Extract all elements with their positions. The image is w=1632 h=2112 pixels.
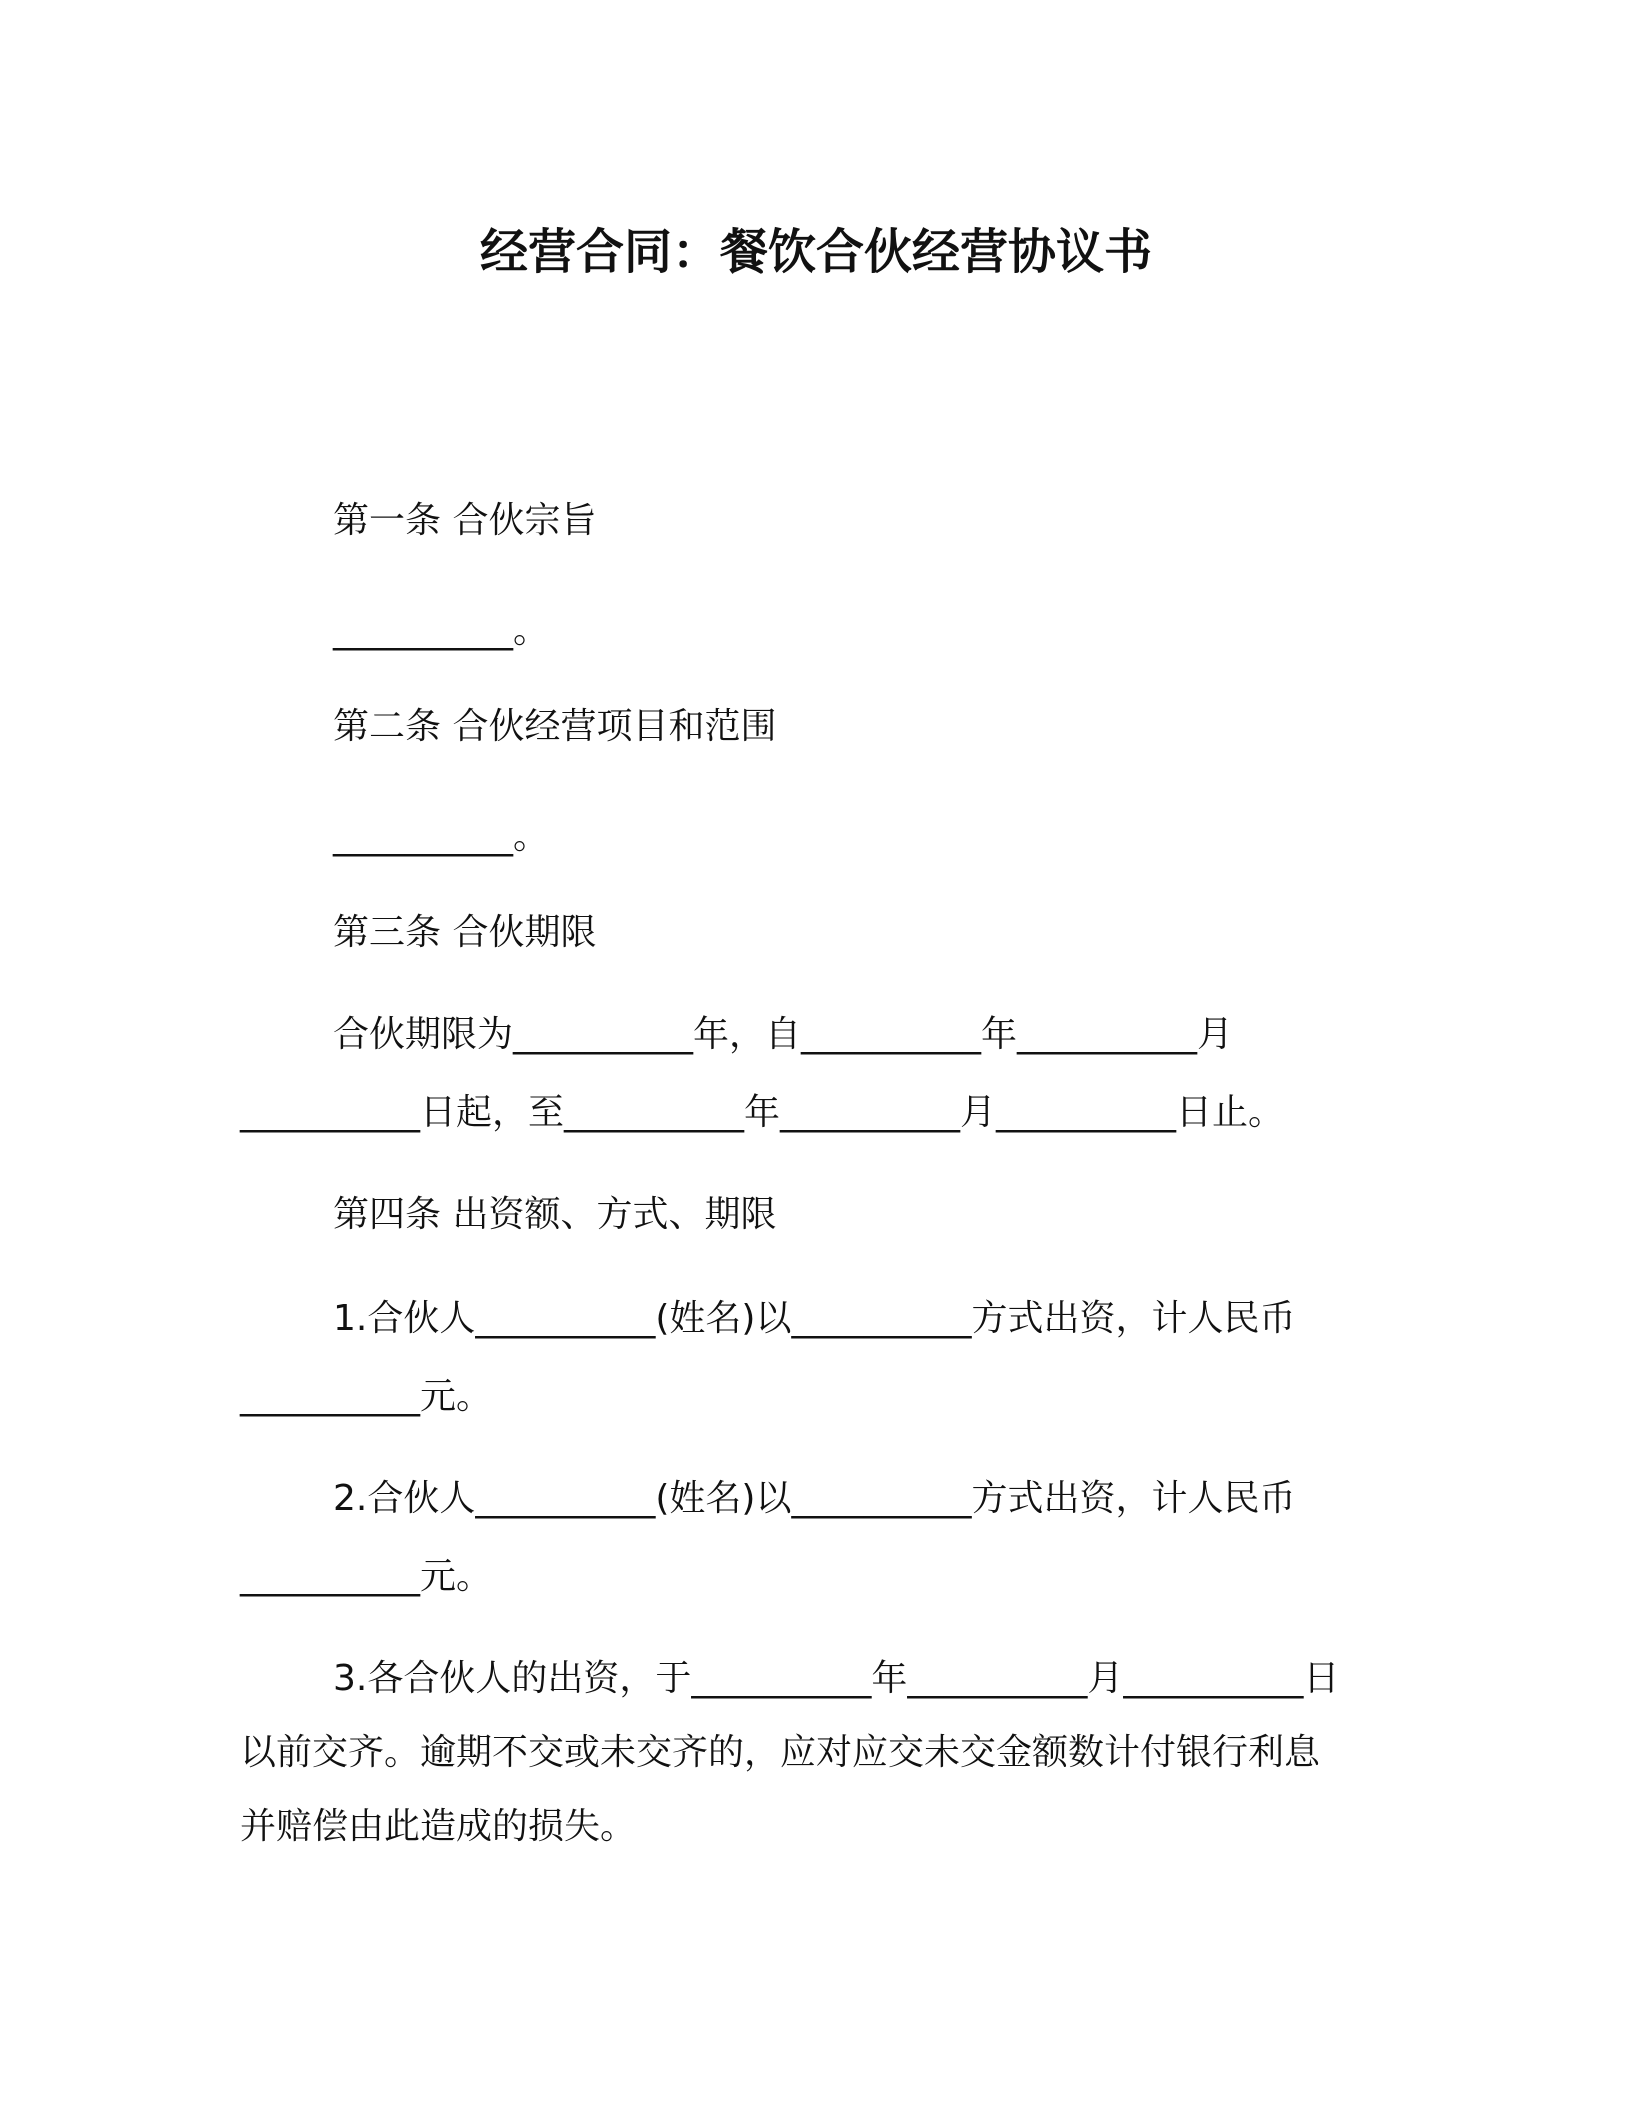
article-4-item-3-line-2: 以前交齐。逾期不交或未交齐的，应对应交未交金额数计付银行利息 [240,1732,1321,1773]
article-4-item-2-line-2: __________元。 [240,1556,493,1597]
article-2-body: __________。 [333,816,550,857]
article-4-item-2-line-1: 2.合伙人__________(姓名)以__________方式出资，计人民币 [333,1478,1296,1519]
article-4-item-1-line-2: __________元。 [240,1376,493,1417]
document-title: 经营合同：餐饮合伙经营协议书 [479,224,1152,280]
article-1-body: __________。 [333,610,550,651]
article-4-item-3-line-3: 并赔偿由此造成的损失。 [240,1806,637,1847]
article-3-body-line-2: __________日起，至__________年__________月__________日止。 [240,1092,1285,1133]
article-3-heading: 第三条 合伙期限 [333,912,597,953]
article-4-item-1-line-1: 1.合伙人__________(姓名)以__________方式出资，计人民币 [333,1298,1296,1339]
article-4-heading: 第四条 出资额、方式、期限 [333,1194,777,1235]
article-4-item-3-line-1: 3.各合伙人的出资，于__________年__________月__________日 [333,1658,1340,1699]
article-1-heading: 第一条 合伙宗旨 [333,500,597,541]
article-3-body-line-1: 合伙期限为__________年，自__________年__________月 [333,1014,1234,1055]
article-2-heading: 第二条 合伙经营项目和范围 [333,706,777,747]
